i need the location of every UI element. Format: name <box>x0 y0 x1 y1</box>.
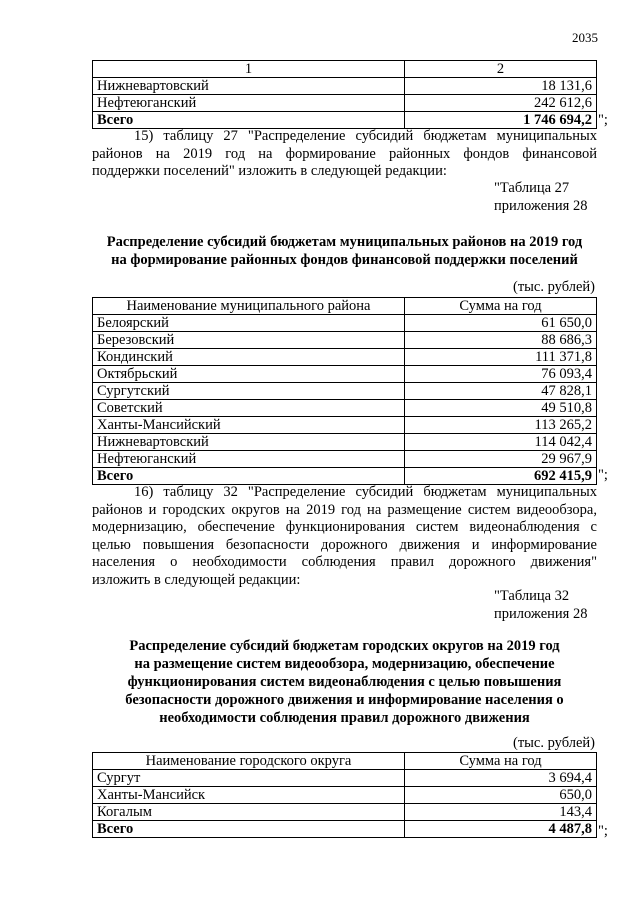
table-title-27 <box>92 233 597 269</box>
table-total-row <box>93 468 597 485</box>
table-ref-line: "Таблица 27 <box>494 180 570 196</box>
table-row <box>93 787 597 804</box>
row-value: 29 967,9 <box>405 451 597 468</box>
column-header-city: Наименование городского округа <box>93 753 405 770</box>
row-value: 650,0 <box>405 787 597 804</box>
title-line: безопасности дорожного движения и информирование населения о <box>125 692 564 708</box>
table-row <box>93 804 597 821</box>
title-line: на формирование районных фондов финансовой поддержки поселений <box>111 252 578 268</box>
row-name: Сургутский <box>93 383 405 400</box>
paragraph-line: изложить в следующей редакции: <box>92 571 301 588</box>
total-label: Всего <box>93 112 405 129</box>
row-value: 3 694,4 <box>405 770 597 787</box>
row-name: Советский <box>93 400 405 417</box>
table-header-row <box>93 298 597 315</box>
table-row <box>93 95 597 112</box>
closing-quote: "; <box>598 467 608 483</box>
paragraph-item-15 <box>92 128 597 181</box>
title-line: на размещение систем видеообзора, модернизацию, обеспечение <box>134 656 555 672</box>
title-line: необходимости соблюдения правил дорожного движения <box>159 710 530 726</box>
unit-label: (тыс. рублей) <box>513 735 595 751</box>
row-name: Октябрьский <box>93 366 405 383</box>
row-name: Ханты-Мансийск <box>93 787 405 804</box>
row-name: Березовский <box>93 332 405 349</box>
paragraph-line: поддержки поселений" изложить в следующей редакции: <box>92 163 447 179</box>
title-line: Распределение субсидий бюджетам муниципальных районов на 2019 год <box>106 234 583 250</box>
table-27 <box>92 297 597 485</box>
row-name: Белоярский <box>93 315 405 332</box>
row-name: Нефтеюганский <box>93 95 405 112</box>
table-row <box>93 400 597 417</box>
row-value: 47 828,1 <box>405 383 597 400</box>
table-reference-27 <box>494 180 587 215</box>
table-ref-line: приложения 28 <box>494 197 588 214</box>
table-row <box>93 451 597 468</box>
row-name: Сургут <box>93 770 405 787</box>
column-header-sum: Сумма на год <box>405 298 597 315</box>
title-line: функционирования систем видеонаблюдения с целью повышения <box>127 674 562 690</box>
table-32 <box>92 752 597 838</box>
table-row <box>93 770 597 787</box>
paragraph-line: населения о необходимости соблюдения правил дорожного движения" <box>92 554 597 570</box>
table-row <box>93 366 597 383</box>
column-number-1: 1 <box>93 61 405 78</box>
page-number: 2035 <box>572 30 598 45</box>
title-line: Распределение субсидий бюджетам городских округов на 2019 год <box>129 638 560 654</box>
paragraph-line: модернизацию, обеспечение функционирования систем видеонаблюдения с <box>92 519 597 535</box>
table-row <box>93 417 597 434</box>
row-value: 111 371,8 <box>405 349 597 366</box>
total-label: Всего <box>93 821 405 838</box>
closing-quote: "; <box>598 112 608 128</box>
table-row <box>93 383 597 400</box>
table-header-row <box>93 61 597 78</box>
column-header-district: Наименование муниципального района <box>93 298 405 315</box>
row-name: Нефтеюганский <box>93 451 405 468</box>
row-name: Когалым <box>93 804 405 821</box>
table-row <box>93 349 597 366</box>
table-row <box>93 78 597 95</box>
table-reference-32 <box>494 588 587 623</box>
table-row <box>93 332 597 349</box>
paragraph-line: целью повышения безопасности дорожного движения и информирование <box>92 536 597 553</box>
table-row <box>93 315 597 332</box>
row-name: Кондинский <box>93 349 405 366</box>
column-header-sum: Сумма на год <box>405 753 597 770</box>
total-value: 4 487,8 <box>405 821 597 838</box>
column-number-2: 2 <box>405 61 597 78</box>
total-value: 692 415,9 <box>405 468 597 485</box>
table-ref-line: "Таблица 32 <box>494 588 570 604</box>
row-name: Нижневартовский <box>93 78 405 95</box>
row-value: 143,4 <box>405 804 597 821</box>
unit-label: (тыс. рублей) <box>513 279 595 295</box>
paragraph-line: 16) таблицу 32 "Распределение субсидий бюджетам муниципальных <box>134 484 597 500</box>
row-value: 114 042,4 <box>405 434 597 451</box>
row-name: Ханты-Мансийский <box>93 417 405 434</box>
total-label: Всего <box>93 468 405 485</box>
row-value: 49 510,8 <box>405 400 597 417</box>
paragraph-line: районов на 2019 год на формирование районных фондов финансовой <box>92 145 597 162</box>
total-value: 1 746 694,2 <box>405 112 597 129</box>
row-name: Нижневартовский <box>93 434 405 451</box>
paragraph-line: районов и городских округов на 2019 год на размещение систем видеообзора, <box>92 501 597 518</box>
table-title-32 <box>92 637 597 727</box>
row-value: 113 265,2 <box>405 417 597 434</box>
table-ref-line: приложения 28 <box>494 605 588 622</box>
paragraph-item-16 <box>92 484 597 589</box>
row-value: 242 612,6 <box>405 95 597 112</box>
table-row <box>93 434 597 451</box>
row-value: 76 093,4 <box>405 366 597 383</box>
paragraph-line: 15) таблицу 27 "Распределение субсидий бюджетам муниципальных <box>134 128 597 144</box>
row-value: 61 650,0 <box>405 315 597 332</box>
table-continued <box>92 60 597 129</box>
table-total-row <box>93 112 597 129</box>
table-header-row <box>93 753 597 770</box>
closing-quote: "; <box>598 823 608 839</box>
row-value: 88 686,3 <box>405 332 597 349</box>
row-value: 18 131,6 <box>405 78 597 95</box>
table-total-row <box>93 821 597 838</box>
